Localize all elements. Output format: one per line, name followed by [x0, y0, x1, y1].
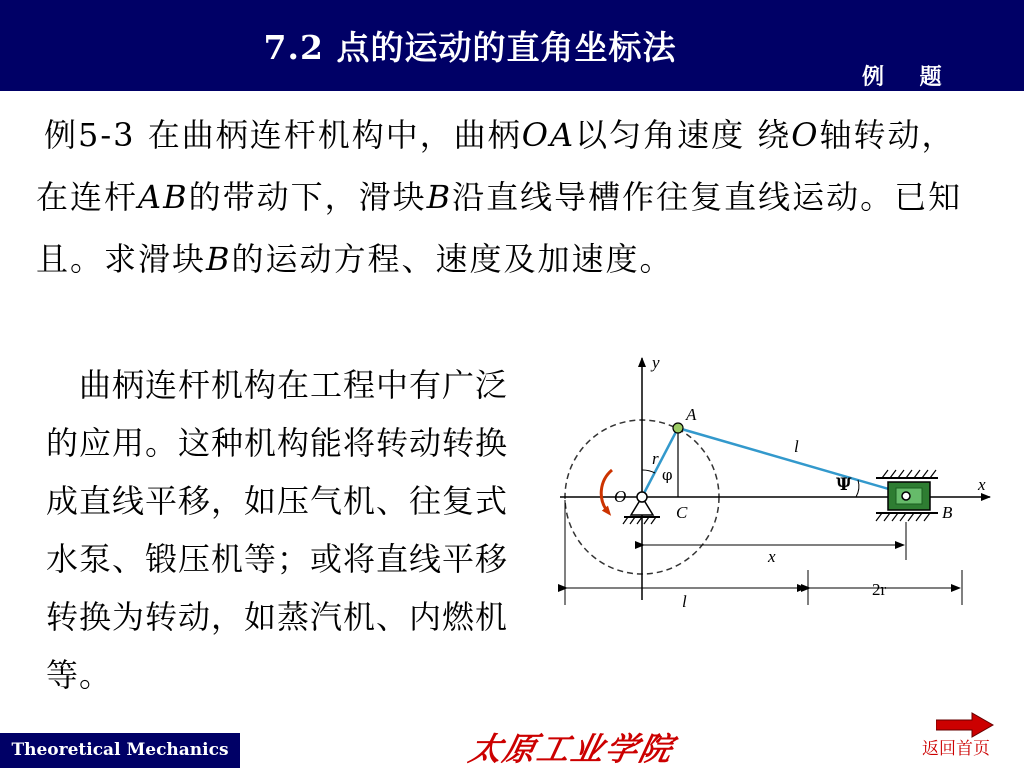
problem-text-1: 例5-3 在曲柄连杆机构中，曲柄: [44, 116, 522, 154]
var-B-2: B: [206, 240, 232, 278]
crank-slider-diagram: [550, 350, 1010, 620]
school-logo: 太原工业学院: [465, 730, 678, 768]
label-B: B: [942, 503, 953, 522]
label-psi: Ψ: [836, 475, 852, 495]
label-l-rod: l: [794, 437, 799, 456]
connecting-rod-AB: [678, 428, 906, 494]
dim-label-2r: 2r: [872, 580, 887, 599]
label-r: r: [652, 449, 659, 468]
ground-hatch-O: [623, 517, 656, 524]
label-C: C: [676, 503, 688, 522]
dim-label-x: x: [768, 547, 776, 566]
label-phi: φ: [662, 466, 673, 484]
problem-text-2: 以匀角速度 绕: [575, 116, 792, 154]
problem-text-6: 的运动方程、速度及加速度。: [231, 240, 674, 278]
pin-A: [673, 423, 683, 433]
label-O: O: [614, 487, 627, 506]
psi-angle-arc: [856, 480, 859, 497]
dim-label-l: l: [682, 592, 687, 611]
var-OA: OA: [521, 116, 576, 154]
guide-bottom-hatch: [876, 513, 930, 521]
description-text: 曲柄连杆机构在工程中有广泛的应用。这种机构能将转动转换成直线平移，如压气机、往复式水泵、锻压机等；或将直线平移转换为转动，如蒸汽机、内燃机等。: [46, 366, 509, 694]
pin-O: [637, 492, 647, 502]
phi-angle-arc: [642, 470, 655, 473]
var-B-1: B: [426, 178, 453, 216]
label-x: x: [978, 475, 986, 494]
problem-text-4: 的带动下，滑块: [188, 178, 427, 216]
header-bar: [0, 0, 1024, 91]
crank-OA: [642, 428, 678, 497]
problem-statement: [36, 104, 976, 290]
var-AB: AB: [138, 178, 189, 216]
pin-B: [902, 492, 910, 500]
home-link[interactable]: 返回首页: [922, 739, 990, 759]
slide-subtitle: 例 题: [862, 64, 956, 90]
label-A: A: [686, 405, 697, 424]
label-y: y: [652, 353, 660, 372]
description-paragraph: [46, 356, 532, 704]
problem-text-3: 轴转动，在连杆: [36, 116, 956, 216]
var-O: O: [791, 116, 820, 154]
guide-top-hatch: [882, 470, 936, 478]
rotation-arrow-icon: [601, 470, 612, 512]
slide-title: 7.2 点的运动的直角坐标法: [263, 28, 677, 67]
problem-text-5: 沿直线导槽作往复直线运动。已知且。求滑块: [36, 178, 963, 278]
course-name-badge: Theoretical Mechanics: [0, 733, 240, 768]
